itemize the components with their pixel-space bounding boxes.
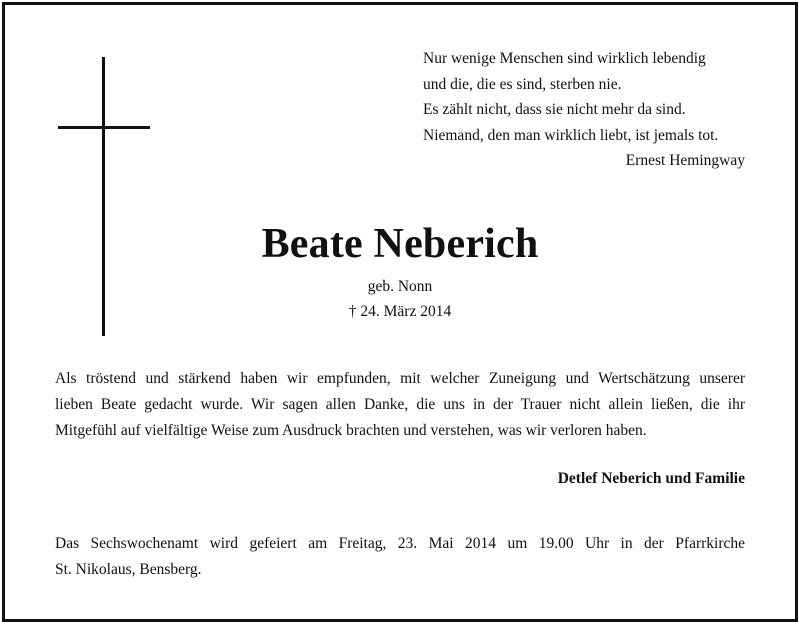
death-date: † 24. März 2014 [348, 303, 452, 320]
deceased-name: Beate Neberich [261, 221, 539, 267]
thanks-paragraph [55, 366, 745, 444]
signature: Detlef Neberich und Familie [557, 470, 745, 487]
thanks-line: Als tröstend und stärkend haben wir empfunden, mit welcher Zuneigung und Wertschätzung unserer [55, 370, 745, 387]
quote-line: Niemand, den man wirklich liebt, ist jemals tot. [423, 126, 719, 144]
birth-name: geb. Nonn [367, 278, 433, 295]
quote-line: und die, die es sind, sterben nie. [423, 75, 622, 93]
notice-line: St. Nikolaus, Bensberg. [55, 561, 202, 578]
quote-line: Es zählt nicht, dass sie nicht mehr da sind. [423, 101, 686, 118]
thanks-line: lieben Beate gedacht wurde. Wir sagen allen Danke, die uns in der Trauer nicht allein ließen, die ihr [55, 396, 745, 413]
mass-notice [55, 531, 745, 583]
quote-author: Ernest Hemingway [625, 152, 745, 169]
cross-icon-bar [58, 126, 150, 129]
quote-line: Nur wenige Menschen sind wirklich lebendig [423, 50, 706, 67]
notice-line: Das Sechswochenamt wird gefeiert am Freitag, 23. Mai 2014 um 19.00 Uhr in der Pfarrkirche [55, 535, 745, 552]
thanks-line: Mitgefühl auf vielfältige Weise zum Ausdruck brachten und verstehen, was wir verloren haben. [55, 422, 647, 439]
hemingway-quote [423, 46, 745, 174]
